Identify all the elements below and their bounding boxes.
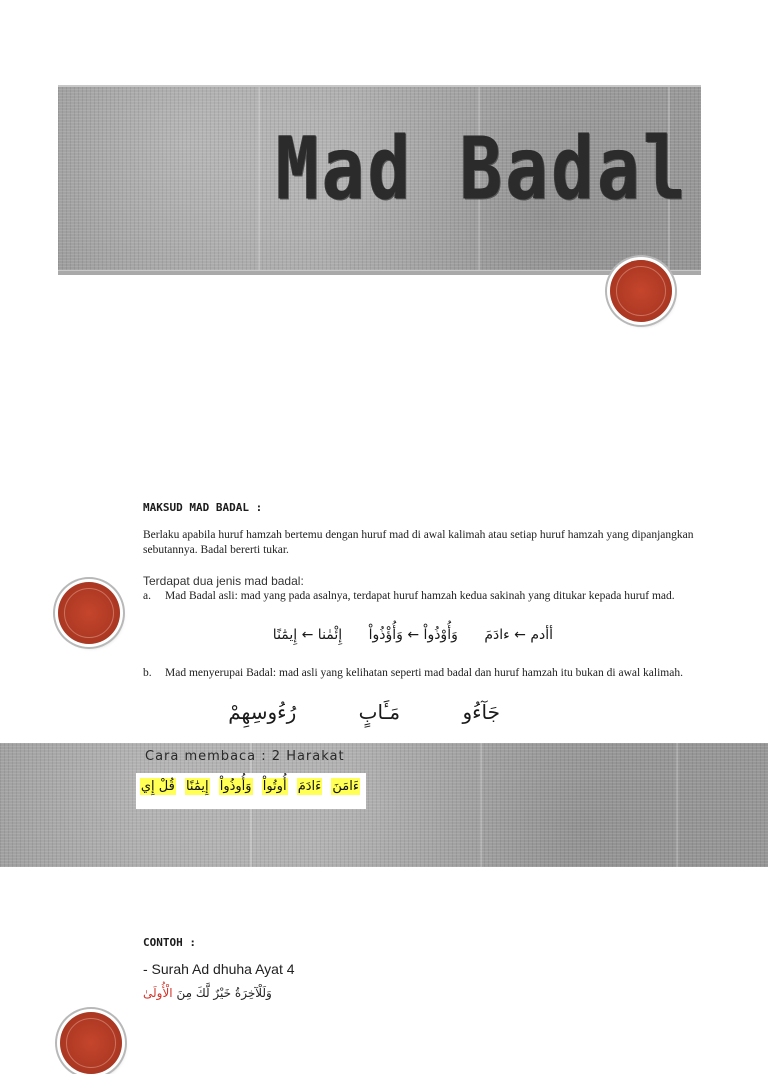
decorative-circle (60, 1012, 122, 1074)
reading-examples-box (136, 773, 366, 809)
types-intro: Terdapat dua jenis mad badal: (143, 574, 304, 588)
reading-label: Cara membaca : 2 Harakat (145, 749, 345, 764)
definition-paragraph: Berlaku apabila huruf hamzah bertemu dengan huruf mad di awal kalimah atau setiap huruf hamzah yang dipanjangkan sebutannya. Badal bererti tukar. (143, 529, 694, 556)
arabic-word: وَأُوْذُواْ ← وَأُؤْذُواْ (368, 627, 458, 643)
highlighted-word: ءَادَمَ (297, 779, 322, 794)
band-seam (480, 743, 482, 867)
ayat-text: وَلَلْآخِرَةُ خَيْرٌ لَّكَ مِنَ (176, 986, 272, 1000)
contoh-ayat (143, 986, 272, 1000)
banner-seam (258, 87, 260, 270)
page-title: Mad Badal (275, 119, 689, 220)
highlighted-word: وَأُوذُواْ (219, 779, 252, 794)
highlighted-word: قُلْ إِي (140, 779, 175, 794)
highlighted-word: ءَامَنَ (332, 779, 359, 794)
highlighted-word: إِيمَٰنًا (185, 779, 209, 794)
title-banner (58, 85, 701, 272)
list-item-text: Mad menyerupai Badal: mad asli yang kelihatan seperti mad badal dan huruf hamzah itu bukan di awal kalimah. (165, 667, 683, 679)
banner-underline (58, 271, 701, 275)
decorative-circle (610, 260, 672, 322)
arabic-word: مَـَٔابٍ (358, 700, 401, 724)
list-item-text: Mad Badal asli: mad yang pada asalnya, terdapat huruf hamzah kedua sakinah yang ditukar kepada huruf mad. (165, 590, 675, 602)
decorative-circle (58, 582, 120, 644)
ayat-highlight: الْأُولَىٰ (143, 986, 173, 1000)
section-heading: MAKSUD MAD BADAL : (143, 501, 263, 514)
arabic-word: أأدم ← ءادَمَ (484, 627, 553, 643)
arabic-word: إِئْمٰنا ← إِيمَٰنًا (272, 627, 343, 643)
arabic-word: جَآءُو (462, 700, 500, 724)
reading-words (135, 779, 360, 794)
list-marker: a. (143, 590, 151, 602)
arabic-word: رُءُوسِهِمْ (228, 700, 297, 724)
contoh-reference: - Surah Ad dhuha Ayat 4 (143, 961, 295, 977)
band-seam (676, 743, 678, 867)
list-marker: b. (143, 667, 152, 679)
contoh-heading: CONTOH : (143, 936, 196, 949)
reading-band (0, 743, 768, 867)
arabic-examples-b (172, 700, 500, 724)
highlighted-word: أُوتُواْ (262, 779, 287, 794)
arabic-examples-a (251, 627, 553, 643)
